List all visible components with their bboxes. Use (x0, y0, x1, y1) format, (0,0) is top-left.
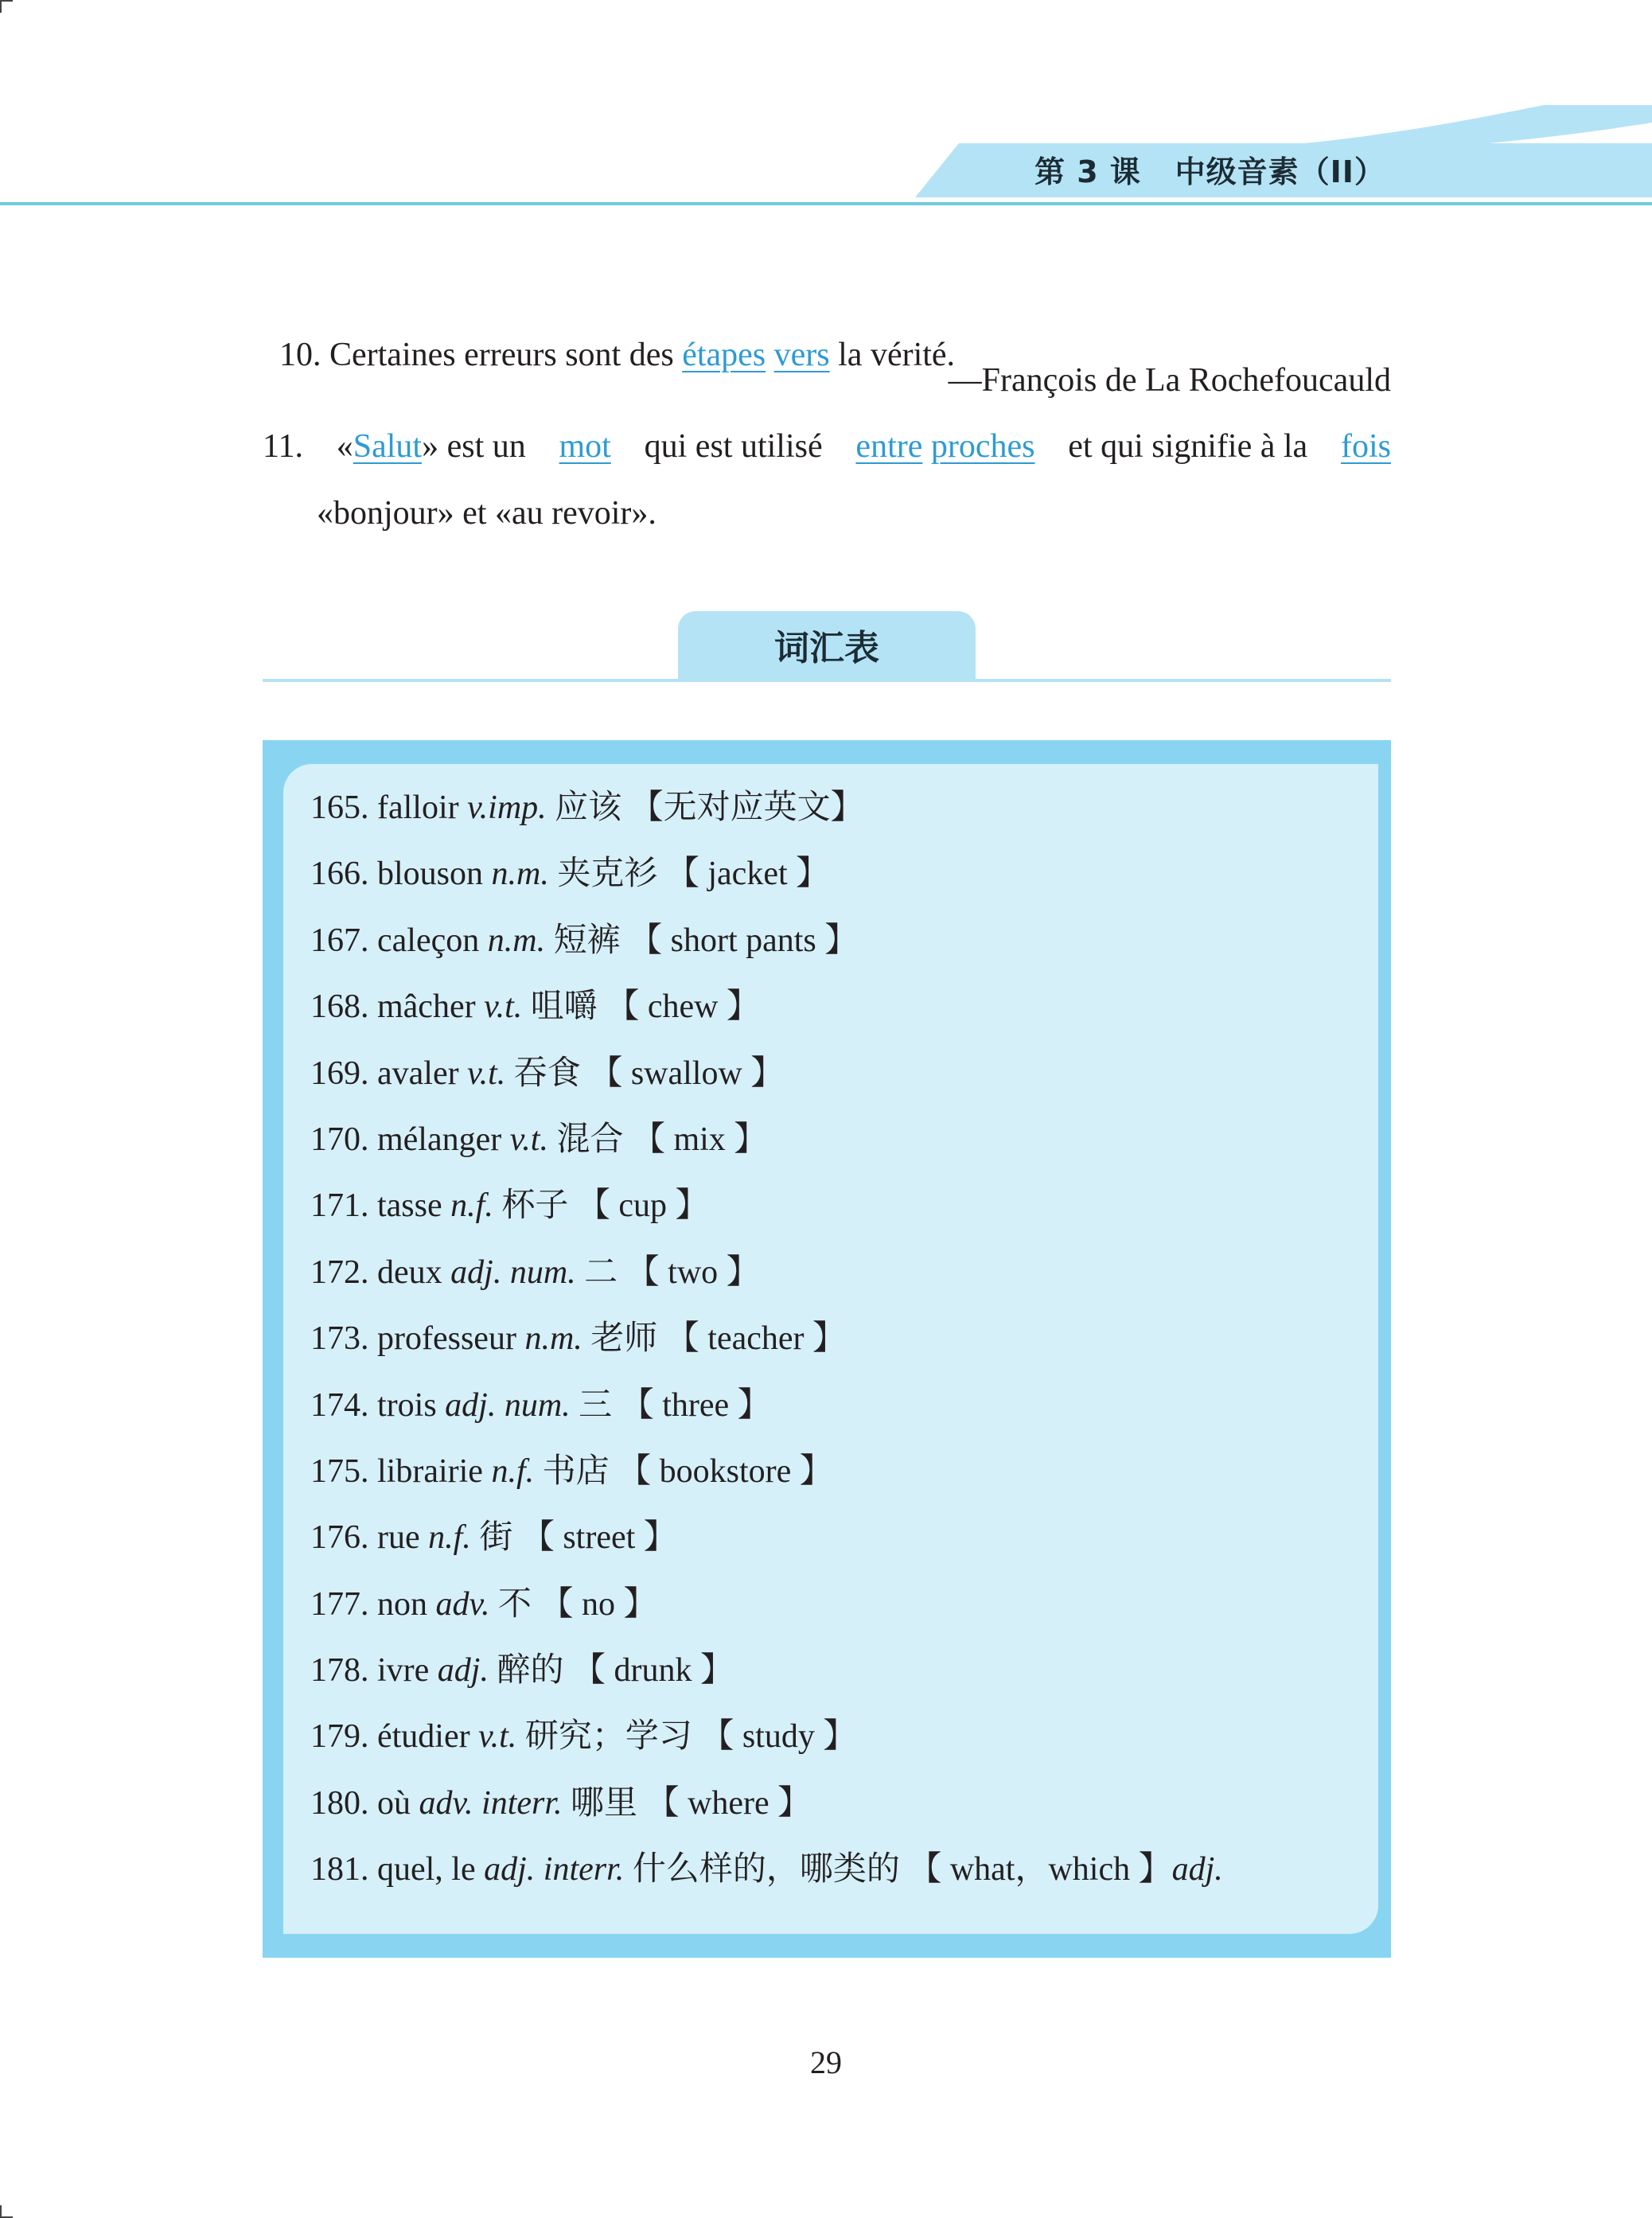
vocab-entry-number: 166. (310, 856, 369, 893)
vocab-entry (310, 1713, 1223, 1779)
vocab-entry-chinese: 街 (479, 1519, 513, 1557)
vocab-entry-number: 168. (310, 988, 369, 1026)
vocab-link[interactable]: vers (773, 337, 830, 373)
vocab-entry (310, 1249, 1223, 1315)
vocab-entry-word: blouson (377, 856, 484, 893)
vocab-entry-number: 173. (310, 1320, 369, 1358)
vocab-entry-number: 180. (310, 1784, 369, 1822)
vocab-entry-english: 【 street 】 (520, 1519, 677, 1557)
vocab-entry-chinese: 咀嚼 (530, 988, 598, 1026)
vocab-entry-number: 170. (310, 1121, 369, 1158)
vocab-entry-word: trois (377, 1386, 437, 1424)
vocab-entry-chinese: 二 (584, 1253, 618, 1291)
quote-text (922, 428, 931, 465)
vocab-entry-word: deux (377, 1253, 442, 1291)
vocab-entry-english: 【 drunk 】 (571, 1652, 734, 1690)
vocab-entry-word: professeur (377, 1320, 516, 1358)
vocab-entry-chinese: 短裤 (553, 922, 621, 959)
vocab-entry-chinese: 老师 (590, 1320, 658, 1358)
vocab-entry-number: 167. (310, 922, 369, 959)
vocab-entry-english: 【 chew 】 (606, 988, 760, 1026)
header-rule (0, 202, 1652, 205)
vocab-entry-chinese: 三 (579, 1386, 613, 1424)
quote-text: Certaines erreurs sont des (321, 337, 683, 373)
vocab-link[interactable]: entre (855, 428, 923, 465)
vocab-entry-number: 176. (310, 1519, 369, 1557)
vocab-entry-word: non (377, 1585, 427, 1623)
vocab-entry (310, 1116, 1223, 1182)
vocab-entry-pos: v.imp. (467, 789, 547, 826)
vocab-entry-pos: n.f. (450, 1187, 493, 1225)
vocab-entry (310, 1514, 1223, 1580)
vocab-entry-english: 【 what，which 】 (908, 1851, 1172, 1889)
vocab-entry-english: 【 teacher 】 (665, 1320, 847, 1358)
quote-text: » est un (422, 428, 535, 465)
vocab-entry-tail: adj. (1171, 1851, 1223, 1889)
vocab-entry (310, 1647, 1223, 1713)
vocab-entry-word: où (377, 1784, 411, 1822)
quote-continuation: «bonjour» et «au revoir». (317, 495, 657, 532)
vocab-entry-word: étudier (377, 1718, 470, 1756)
vocab-link[interactable]: fois (1340, 428, 1391, 465)
vocab-entry-chinese: 杯子 (501, 1187, 569, 1225)
vocab-entry (310, 1382, 1223, 1448)
vocab-entry-word: caleçon (377, 922, 480, 959)
quote-10 (263, 293, 955, 376)
vocab-entry-number: 181. (310, 1851, 369, 1889)
quote-number: 11. (263, 428, 303, 465)
vocab-entry-pos: v.t. (509, 1121, 548, 1158)
vocab-entry-pos: adv. (435, 1585, 490, 1623)
vocab-entry-chinese: 吞食 (513, 1054, 581, 1092)
vocab-entry-chinese: 夹克衫 (557, 856, 658, 893)
vocab-entry-word: falloir (377, 789, 459, 826)
vocab-entry-pos: n.m. (487, 922, 546, 959)
vocab-entry-pos: adj. (437, 1652, 489, 1690)
vocab-entry-english: 【 short pants 】 (629, 922, 859, 959)
quote-attribution: —François de La Rochefoucauld (948, 362, 1391, 399)
vocab-entry-english: 【 swallow 】 (589, 1054, 785, 1092)
vocab-entry-chinese: 书店 (542, 1452, 610, 1490)
chapter-title: 第 3 课 中级音素（II） (1034, 154, 1385, 189)
vocab-link[interactable]: proches (930, 428, 1035, 465)
vocab-entry-english: 【 mix 】 (631, 1121, 768, 1158)
vocab-entry-chinese: 混合 (556, 1121, 624, 1158)
vocab-entry-english: 【 jacket 】 (665, 856, 830, 893)
quote-text: la vérité. (829, 337, 956, 373)
vocab-entry (310, 917, 1223, 983)
vocab-entry-pos: n.m. (524, 1320, 582, 1358)
vocab-entry-chinese: 不 (498, 1585, 532, 1623)
vocab-link[interactable]: étapes (682, 337, 766, 373)
vocab-entry (310, 850, 1223, 916)
vocab-entry-number: 178. (310, 1652, 369, 1690)
vocab-entry-chinese: 醉的 (497, 1652, 564, 1690)
page-number: 29 (810, 2045, 842, 2080)
vocab-entry-word: ivre (377, 1652, 430, 1690)
vocab-entry-word: mâcher (377, 988, 476, 1026)
vocab-entry-pos: v.t. (467, 1054, 506, 1092)
crop-mark-bottom-left (0, 2205, 13, 2218)
vocab-entry (310, 1779, 1223, 1846)
vocab-entry-number: 174. (310, 1386, 369, 1424)
vocab-entry-number: 177. (310, 1585, 369, 1623)
vocab-entry-number: 171. (310, 1187, 369, 1225)
vocab-entry-number: 172. (310, 1253, 369, 1291)
vocab-entry-pos: adj. interr. (484, 1851, 625, 1889)
vocab-heading: 词汇表 (774, 628, 879, 669)
vocab-entry-number: 169. (310, 1054, 369, 1092)
quote-number: 10. (279, 337, 321, 373)
vocab-entry-english: 【 two 】 (625, 1253, 760, 1291)
vocab-entry-english: 【 three 】 (620, 1386, 771, 1424)
vocab-entry-word: mélanger (377, 1121, 502, 1158)
vocab-entry-chinese: 应该 (555, 789, 622, 826)
vocab-entry-chinese: 研究；学习 (524, 1718, 692, 1756)
quote-text: qui est utilisé (636, 428, 832, 465)
vocab-entry-word: quel, le (377, 1851, 476, 1889)
vocab-entry-word: avaler (377, 1054, 459, 1092)
vocab-entry-chinese: 什么样的，哪类的 (632, 1851, 900, 1889)
vocab-entry-word: tasse (377, 1187, 442, 1225)
vocab-entry-pos: n.f. (428, 1519, 471, 1557)
vocab-link[interactable]: mot (559, 428, 611, 465)
vocab-entry-number: 165. (310, 789, 369, 826)
vocab-entry-english: 【 study 】 (700, 1718, 857, 1756)
vocab-entry-pos: adj. num. (445, 1386, 571, 1424)
crop-mark-top-left (0, 0, 13, 13)
vocab-entry (310, 983, 1223, 1049)
vocab-entry-chinese: 哪里 (571, 1784, 638, 1822)
vocab-entry (310, 1315, 1223, 1381)
vocab-entry-pos: v.t. (478, 1718, 517, 1756)
vocab-list (310, 784, 1223, 1912)
vocab-entry-pos: v.t. (484, 988, 523, 1026)
vocab-entry-english: 【 no 】 (540, 1585, 657, 1623)
vocab-entry-word: rue (377, 1519, 420, 1557)
quote-text: « (328, 428, 353, 465)
vocab-link[interactable]: Salut (353, 428, 423, 465)
quote-text (766, 337, 774, 373)
vocab-entry (310, 1448, 1223, 1514)
vocab-entry (310, 1846, 1223, 1912)
vocab-entry (310, 1050, 1223, 1116)
vocab-entry-english: 【 where 】 (645, 1784, 812, 1822)
quote-text: et qui signifie à la (1059, 428, 1316, 465)
vocab-entry-pos: n.f. (491, 1452, 535, 1490)
vocab-entry (310, 1581, 1223, 1647)
vocab-entry (310, 784, 1223, 850)
vocab-entry-pos: adj. num. (450, 1253, 576, 1291)
vocab-entry-word: librairie (377, 1452, 483, 1490)
vocab-entry-number: 175. (310, 1452, 369, 1490)
vocab-entry-pos: adv. interr. (419, 1784, 563, 1822)
vocab-entry-english: 【 cup 】 (576, 1187, 709, 1225)
vocab-entry-number: 179. (310, 1718, 369, 1756)
vocab-rule (263, 679, 1391, 682)
vocab-entry (310, 1182, 1223, 1248)
vocab-entry-pos: n.m. (491, 856, 549, 893)
quote-11 (263, 426, 1391, 467)
vocab-entry-english: 【无对应英文】 (629, 789, 864, 826)
vocab-entry-english: 【 bookstore 】 (618, 1452, 833, 1490)
